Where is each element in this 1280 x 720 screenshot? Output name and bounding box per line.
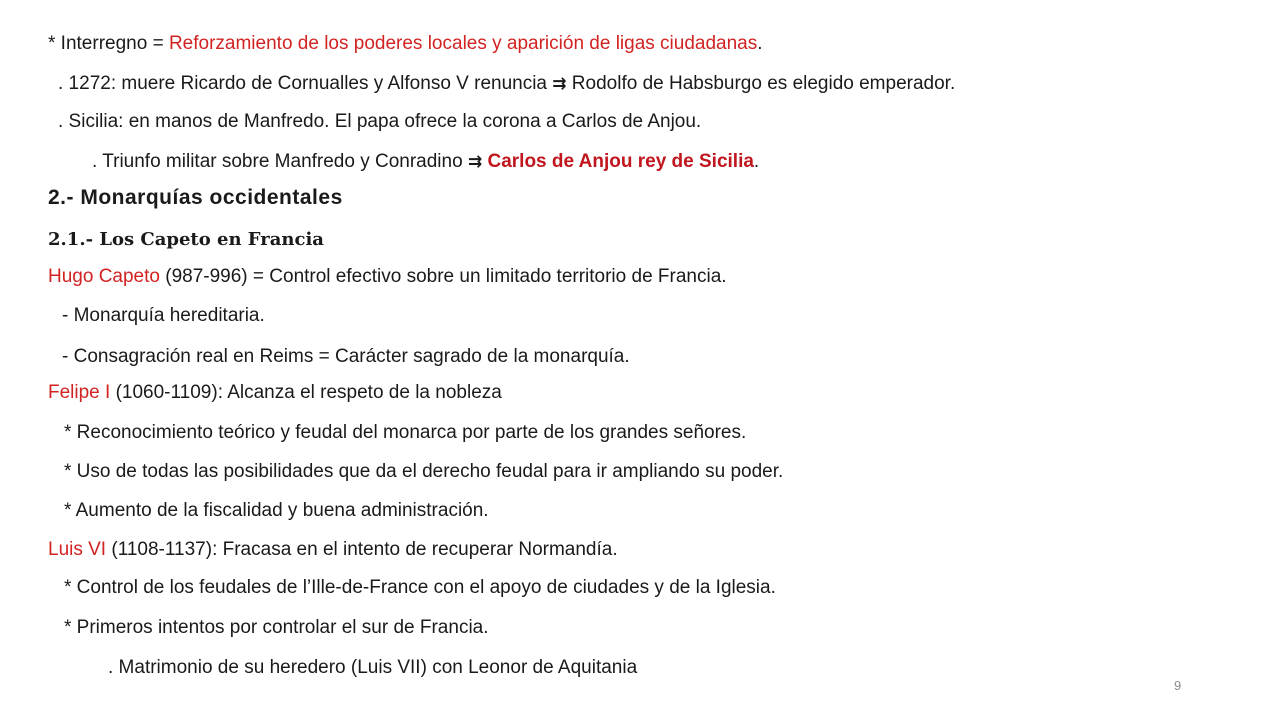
subsection-heading: 2.1.- Los Capeto en Francia (48, 229, 324, 250)
line-primeros-intentos (64, 616, 489, 640)
text: - Consagración real en Reims = Carácter sagrado de la monarquía. (62, 346, 630, 367)
text: * Aumento de la fiscalidad y buena administración. (64, 500, 489, 521)
king-name: Hugo Capeto (48, 266, 160, 287)
highlight-text: Reforzamiento de los poderes locales y aparición de ligas ciudadanas (168, 33, 758, 54)
line-1272 (58, 72, 955, 96)
text: . (757, 33, 763, 54)
text: * Interregno = (48, 33, 169, 54)
line-luis-vi (48, 538, 618, 562)
line-control-feudales (64, 576, 776, 600)
page-number: 9 (1174, 678, 1182, 693)
text: (1060-1109): Alcanza el respeto de la nobleza (110, 382, 502, 403)
double-arrow-icon: ⇉ (552, 74, 567, 94)
text: . (753, 151, 760, 172)
line-matrimonio (108, 656, 637, 680)
text: (987-996) = Control efectivo sobre un limitado territorio de Francia. (159, 266, 727, 287)
line-sicilia (58, 110, 701, 134)
king-name: Luis VI (48, 539, 107, 560)
text: * Control de los feudales de l’Ille-de-France con el apoyo de ciudades y de la Iglesia. (64, 577, 776, 598)
text: * Primeros intentos por controlar el sur de Francia. (64, 617, 489, 638)
text: - Monarquía hereditaria. (62, 305, 265, 326)
text: . Triunfo militar sobre Manfredo y Conradino (92, 151, 468, 172)
line-fiscalidad (64, 499, 489, 523)
text: Rodolfo de Habsburgo es elegido emperador. (566, 73, 956, 94)
text: . Sicilia: en manos de Manfredo. El papa ofrece la corona a Carlos de Anjou. (58, 111, 702, 132)
line-consagracion (62, 345, 630, 369)
line-hugo-capeto (48, 265, 727, 289)
line-monarquia-hereditaria (62, 304, 265, 328)
line-uso-derecho (64, 460, 783, 484)
line-felipe-i (48, 381, 502, 405)
highlight-text: Carlos de Anjou rey de Sicilia (482, 151, 754, 172)
king-name: Felipe I (48, 382, 111, 403)
line-reconocimiento (64, 421, 746, 445)
text: * Uso de todas las posibilidades que da el derecho feudal para ir ampliando su poder. (64, 461, 784, 482)
line-triunfo (92, 150, 759, 174)
double-arrow-icon: ⇉ (467, 152, 483, 172)
text: . Matrimonio de su heredero (Luis VII) con Leonor de Aquitania (108, 657, 638, 678)
text: (1108-1137): Fracasa en el intento de recuperar Normandía. (106, 539, 618, 560)
text: * Reconocimiento teórico y feudal del monarca por parte de los grandes señores. (64, 422, 747, 443)
text: . 1272: muere Ricardo de Cornualles y Alfonso V renuncia (58, 73, 553, 94)
section-heading: 2.- Monarquías occidentales (48, 186, 343, 209)
line-interregno (48, 32, 763, 56)
